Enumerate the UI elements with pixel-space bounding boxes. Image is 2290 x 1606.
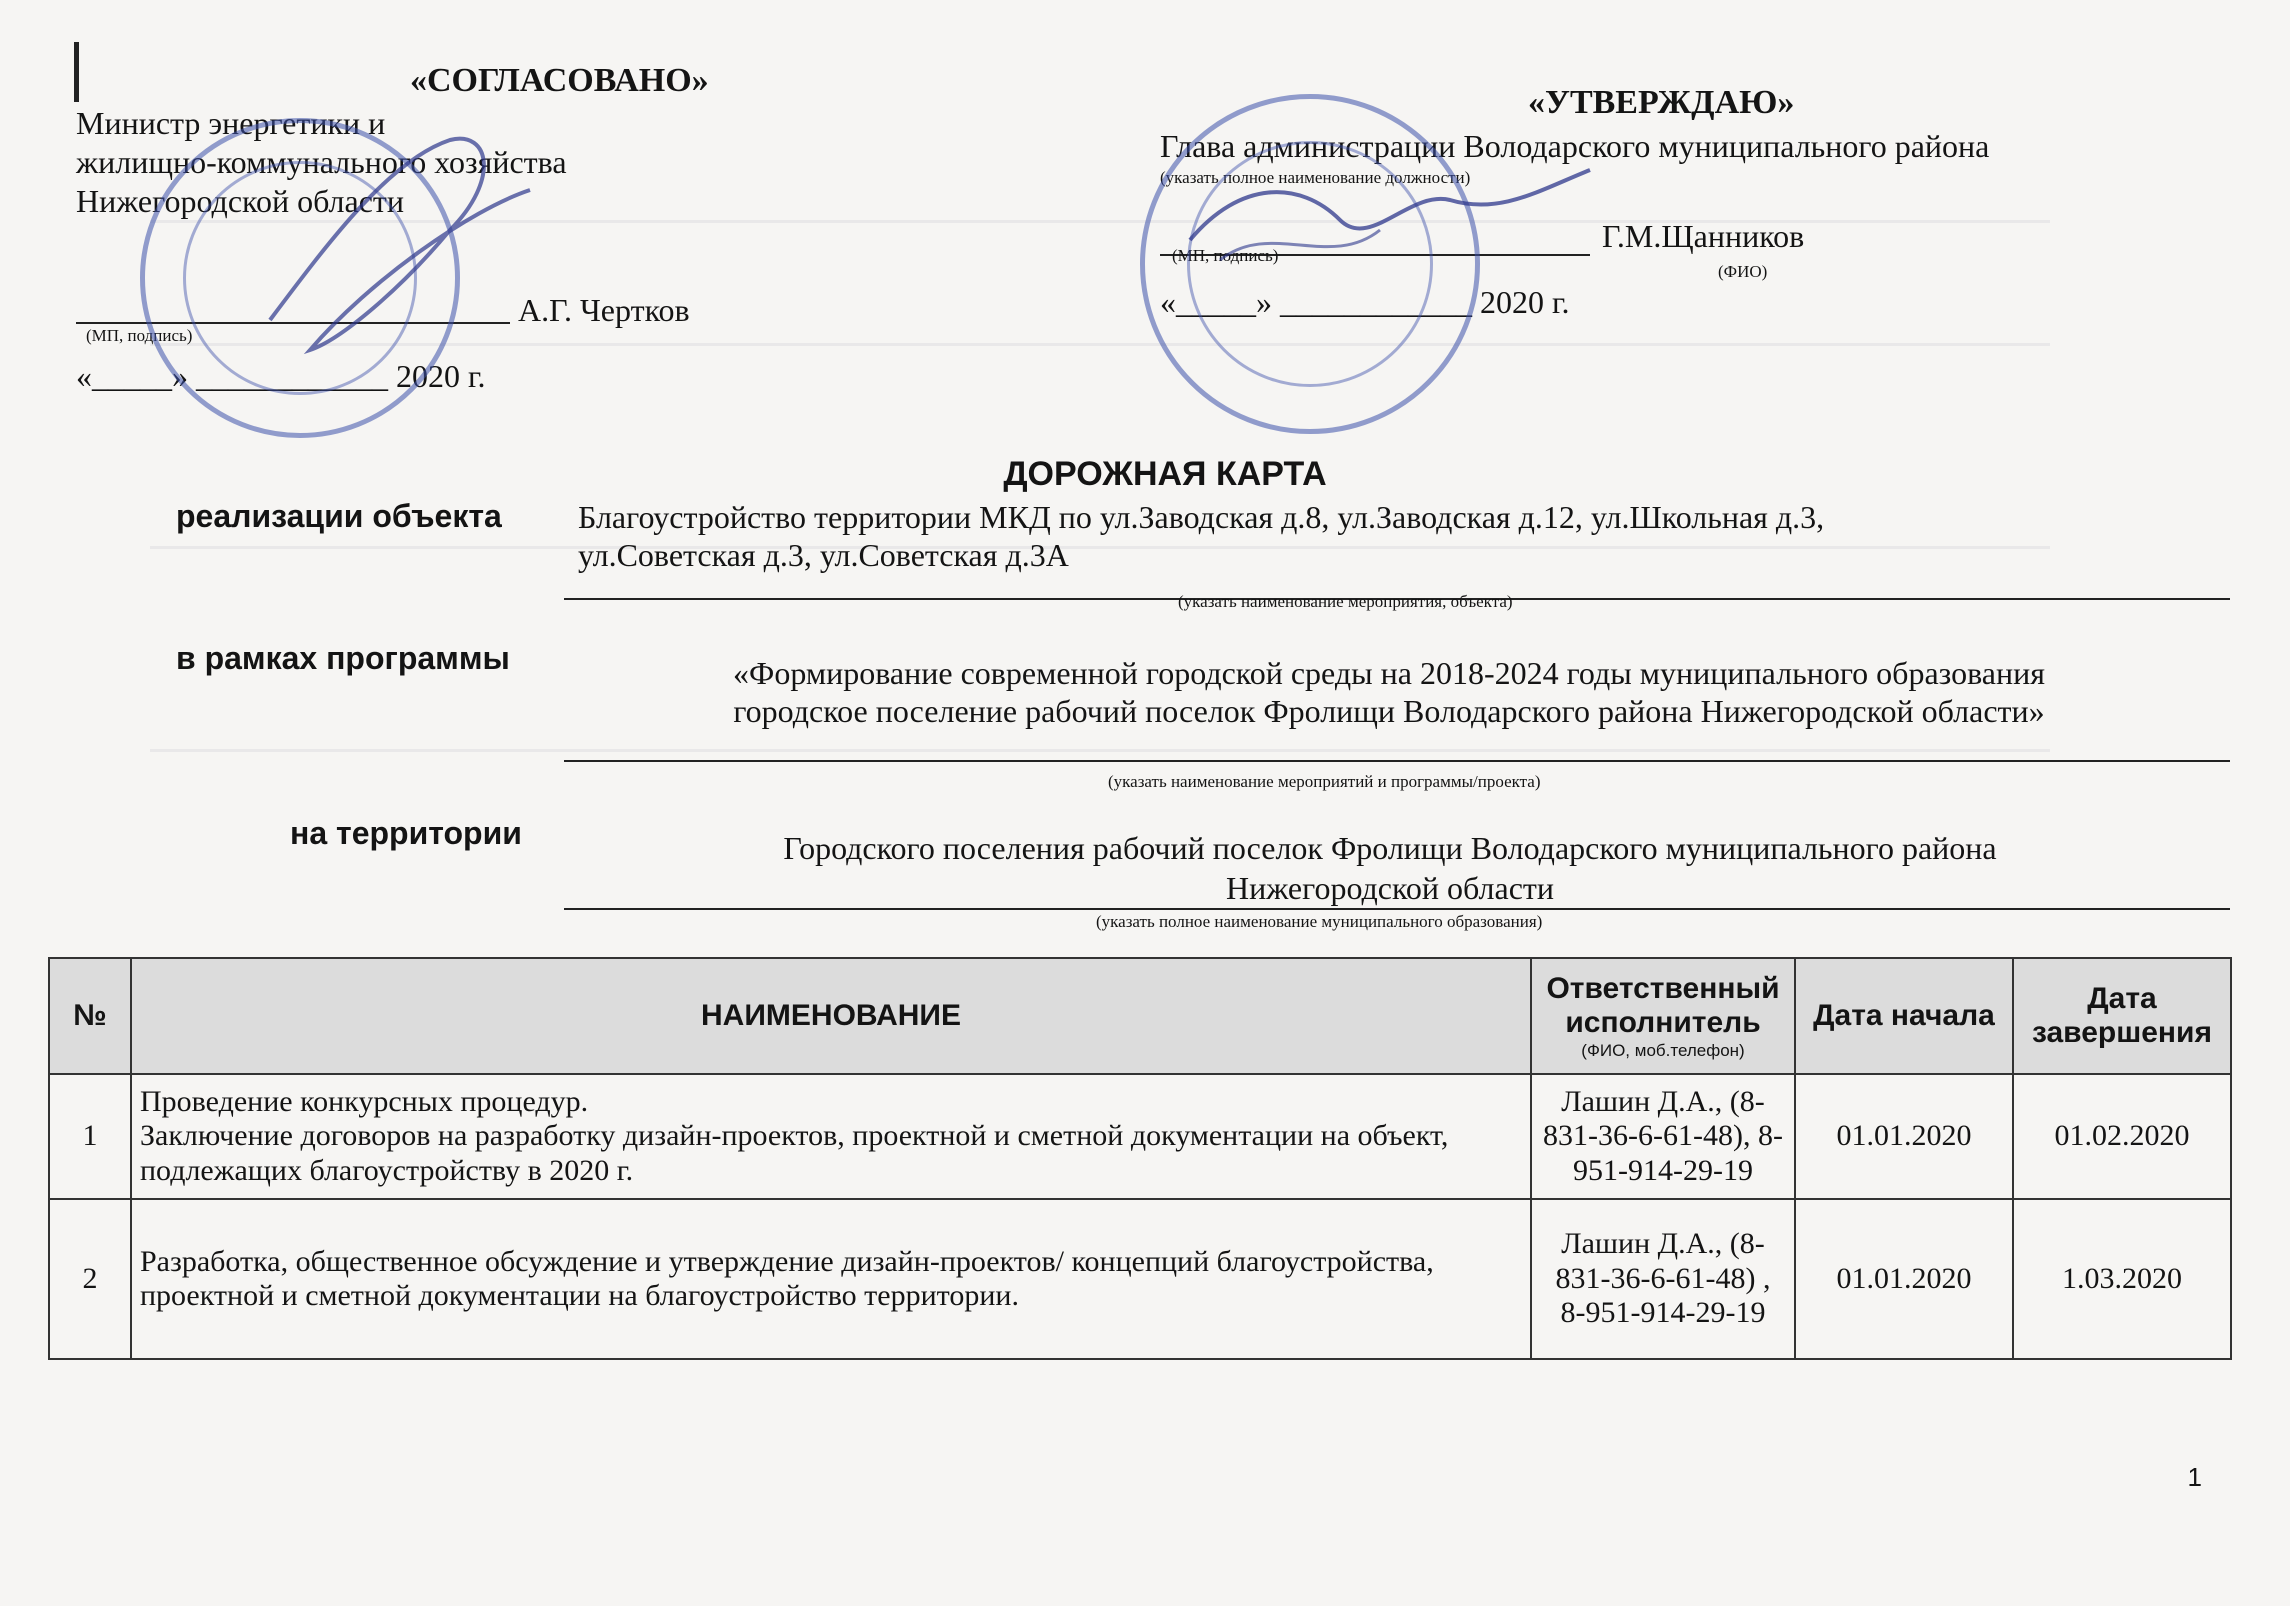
program-caption: (указать наименование мероприятий и программы/проекта) [1108,772,1541,791]
territory-text-line: Городского поселения рабочий поселок Фролищи Володарского муниципального района [783,830,1997,866]
table-header-row [49,958,2231,1074]
program-underline [564,760,2230,762]
row-start-date: 01.01.2020 [1795,1199,2013,1359]
document-title: ДОРОЖНАЯ КАРТА [1003,455,1327,493]
territory-underline [564,908,2230,910]
right-signer-name: Г.М.Щанников [1602,218,1805,254]
right-date-blank: «_____» ____________ [1160,284,1472,320]
territory-caption: (указать полное наименование муниципального образования) [1096,912,1543,931]
header-start-date: Дата начала [1795,958,2013,1074]
right-mp-caption: (МП, подпись) [1172,246,1279,265]
header-number: № [49,958,131,1074]
approval-heading-left: «СОГЛАСОВАНО» [410,62,709,99]
row-name-line: Разработка, общественное обсуждение и утверждение дизайн-проектов/ концепций благоустройства, проектной и сметной документации на благоустройство территории. [140,1244,1434,1312]
table-row [49,1199,2231,1359]
program-text-line: «Формирование современной городской среды на 2018-2024 годы муниципального образования [733,655,2045,691]
left-date-blank: «_____» ____________ [76,358,388,394]
left-date-year: 2020 г. [396,358,486,394]
row-name-line: Заключение договоров на разработку дизайн-проектов, проектной и сметной документации на объект, подлежащих благоустройству в 2020 г. [140,1119,1449,1187]
program-text-line: городское поселение рабочий поселок Фролищи Володарского района Нижегородской области» [733,693,2045,729]
row-name-line: Проведение конкурсных процедур. [140,1084,589,1118]
row-name [131,1199,1531,1359]
header-responsible [1531,958,1795,1074]
territory-label: на территории [290,815,522,851]
table-row [49,1074,2231,1199]
left-position-line: Нижегородской области [76,183,405,219]
right-signature-scribble [1180,160,1600,300]
right-position-text: Глава администрации Володарского муниципального района [1160,128,1990,164]
roadmap-table [48,957,2232,1360]
header-name: НАИМЕНОВАНИЕ [131,958,1531,1074]
program-text [574,654,2204,730]
page-number: 1 [2187,1462,2202,1492]
row-responsible: Лашин Д.А., (8-831-36-6-61-48) , 8-951-914-29-19 [1531,1199,1795,1359]
approval-heading-right: «УТВЕРЖДАЮ» [1528,84,1795,121]
right-fio-caption: (ФИО) [1718,262,1768,281]
program-label: в рамках программы [176,640,510,676]
row-number: 1 [49,1074,131,1199]
row-number: 2 [49,1199,131,1359]
right-date-year: 2020 г. [1480,284,1570,320]
object-text [578,498,1824,574]
territory-text [600,828,2180,908]
row-end-date: 01.02.2020 [2013,1074,2231,1199]
territory-text-line: Нижегородской области [1225,870,1555,906]
object-caption: (указать наименование мероприятия, объекта) [1178,592,1513,611]
row-start-date: 01.01.2020 [1795,1074,2013,1199]
row-responsible: Лашин Д.А., (8-831-36-6-61-48), 8-951-914-29-19 [1531,1074,1795,1199]
left-position-line: Министр энергетики и [76,105,386,141]
left-mp-caption: (МП, подпись) [86,326,193,345]
header-end-date: Дата завершения [2013,958,2231,1074]
object-text-line: Благоустройство территории МКД по ул.Заводская д.8, ул.Заводская д.12, ул.Школьная д.3, [578,499,1825,535]
object-label: реализации объекта [176,498,502,534]
row-end-date: 1.03.2020 [2013,1199,2231,1359]
row-name [131,1074,1531,1199]
left-signer-name: А.Г. Чертков [518,292,690,328]
left-signature-scribble [250,120,550,380]
left-position-line: жилищно-коммунального хозяйства [76,144,567,180]
header-responsible-sub: (ФИО, моб.телефон) [1581,1040,1745,1060]
header-responsible-title: Ответственный исполнитель [1546,971,1780,1040]
right-position-caption: (указать полное наименование должности) [1160,168,1471,187]
margin-mark [74,42,79,102]
object-text-line: ул.Советская д.3, ул.Советская д.3А [578,537,1069,573]
